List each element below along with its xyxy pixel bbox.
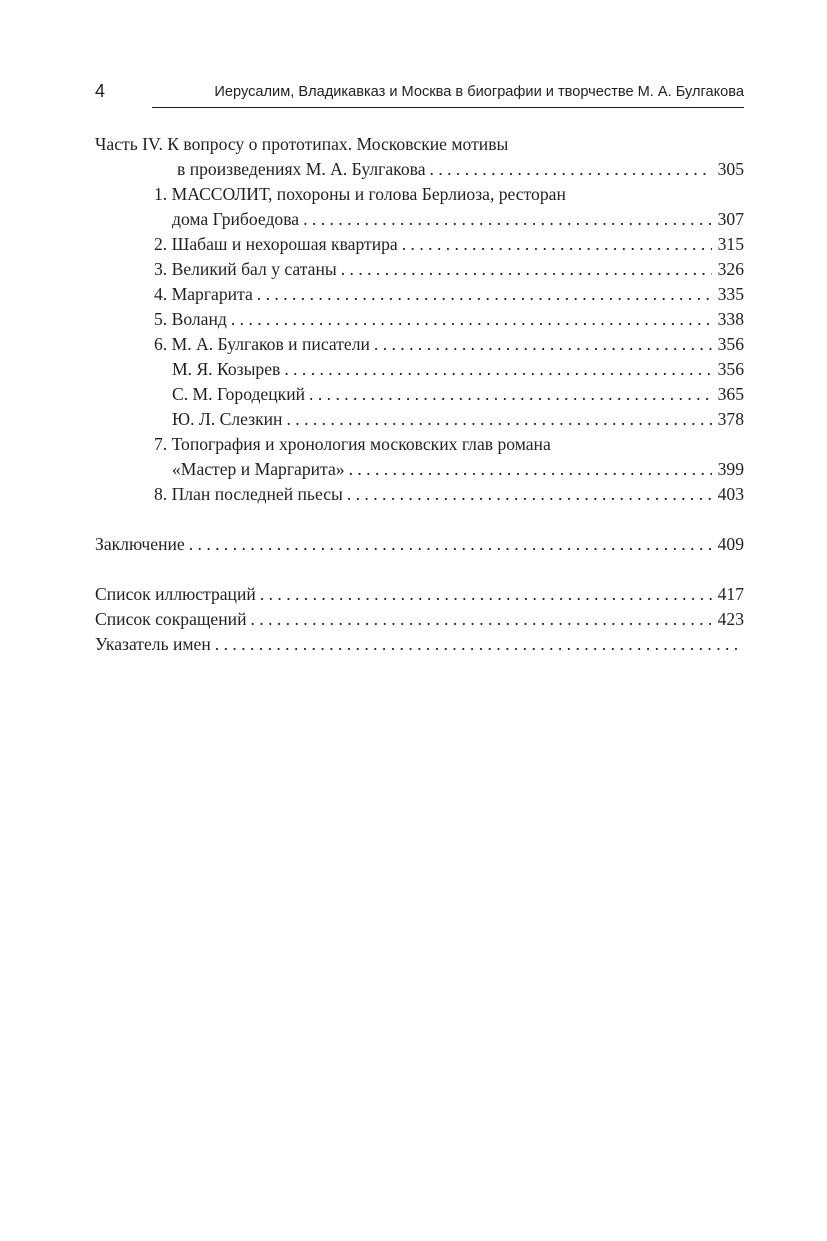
toc-page-number: 403 — [717, 484, 744, 504]
toc-entry-title: 7. Топография и хронология московских глав романа — [154, 434, 551, 454]
toc-illustrations[interactable] — [95, 582, 744, 607]
dot-leader — [250, 607, 711, 632]
toc-ch1-line2[interactable] — [95, 207, 744, 232]
toc-ch6-kozyrev[interactable] — [95, 357, 744, 382]
toc-entry-title: 6. М. А. Булгаков и писатели — [154, 334, 370, 354]
toc-abbreviations[interactable] — [95, 607, 744, 632]
toc-page-number: 356 — [717, 334, 744, 354]
toc-entry-title: 1. МАССОЛИТ, похороны и голова Берлиоза, ресторан — [154, 184, 566, 204]
toc-page-number: 399 — [717, 459, 744, 479]
toc-page-number: 307 — [717, 209, 744, 229]
toc-entry-title: Список иллюстраций — [95, 584, 256, 604]
dot-leader — [215, 632, 738, 657]
dot-leader — [286, 407, 711, 432]
toc-entry-title: Ю. Л. Слезкин — [172, 409, 283, 429]
dot-leader — [189, 532, 712, 557]
page-number: 4 — [95, 81, 106, 101]
toc-ch8[interactable] — [95, 482, 744, 507]
toc-entry-title: Заключение — [95, 534, 185, 554]
toc-ch2[interactable] — [95, 232, 744, 257]
toc-page-number: 326 — [717, 259, 744, 279]
toc-entry-title: в произведениях М. А. Булгакова — [177, 159, 426, 179]
toc-conclusion[interactable] — [95, 532, 744, 557]
toc-page-number: 338 — [717, 309, 744, 329]
toc-page-number: 365 — [717, 384, 744, 404]
dot-leader — [347, 482, 712, 507]
table-of-contents — [95, 132, 744, 657]
dot-leader — [402, 232, 712, 257]
dot-leader — [309, 382, 712, 407]
dot-leader — [430, 157, 712, 182]
toc-entry-title: «Мастер и Маргарита» — [172, 459, 345, 479]
toc-ch5[interactable] — [95, 307, 744, 332]
spacer — [95, 557, 744, 582]
toc-page-number: 356 — [717, 359, 744, 379]
toc-entry-title: 3. Великий бал у сатаны — [154, 259, 337, 279]
toc-entry-title: 8. План последней пьесы — [154, 484, 343, 504]
toc-ch6[interactable] — [95, 332, 744, 357]
toc-ch7-line1[interactable] — [95, 432, 744, 457]
toc-entry-title: Указатель имен — [95, 634, 211, 654]
toc-entry-title: С. М. Городецкий — [172, 384, 306, 404]
toc-entry-title: 4. Маргарита — [154, 284, 253, 304]
running-title: Иерусалим, Владикавказ и Москва в биографии и творчестве М. А. Булгакова — [214, 84, 744, 100]
toc-part4-line1[interactable] — [95, 132, 744, 157]
toc-page-number: 315 — [717, 234, 744, 254]
running-header — [95, 80, 744, 108]
toc-entry-title: М. Я. Козырев — [172, 359, 281, 379]
dot-leader — [257, 282, 712, 307]
toc-ch1-line1[interactable] — [95, 182, 744, 207]
toc-entry-title: 2. Шабаш и нехорошая квартира — [154, 234, 398, 254]
toc-page-number: 423 — [717, 609, 744, 629]
dot-leader — [231, 307, 712, 332]
toc-names-index[interactable] — [95, 632, 744, 657]
toc-page-number: 409 — [717, 534, 744, 554]
toc-ch3[interactable] — [95, 257, 744, 282]
dot-leader — [341, 257, 712, 282]
toc-page-number: 335 — [717, 284, 744, 304]
toc-ch4[interactable] — [95, 282, 744, 307]
dot-leader — [374, 332, 712, 357]
dot-leader — [303, 207, 712, 232]
toc-entry-title: 5. Воланд — [154, 309, 227, 329]
toc-entry-title: дома Грибоедова — [172, 209, 300, 229]
toc-ch7-line2[interactable] — [95, 457, 744, 482]
toc-entry-title: Часть IV. К вопросу о прототипах. Московские мотивы — [95, 134, 509, 154]
toc-page-number: 378 — [717, 409, 744, 429]
dot-leader — [260, 582, 712, 607]
toc-ch6-gorodetsky[interactable] — [95, 382, 744, 407]
toc-page-number: 305 — [717, 159, 744, 179]
dot-leader — [349, 457, 712, 482]
toc-entry-title: Список сокращений — [95, 609, 247, 629]
header-rule — [152, 107, 744, 108]
toc-page-number: 417 — [717, 584, 744, 604]
spacer — [95, 507, 744, 532]
toc-ch6-slezkin[interactable] — [95, 407, 744, 432]
dot-leader — [284, 357, 711, 382]
toc-part4-line2[interactable] — [95, 157, 744, 182]
